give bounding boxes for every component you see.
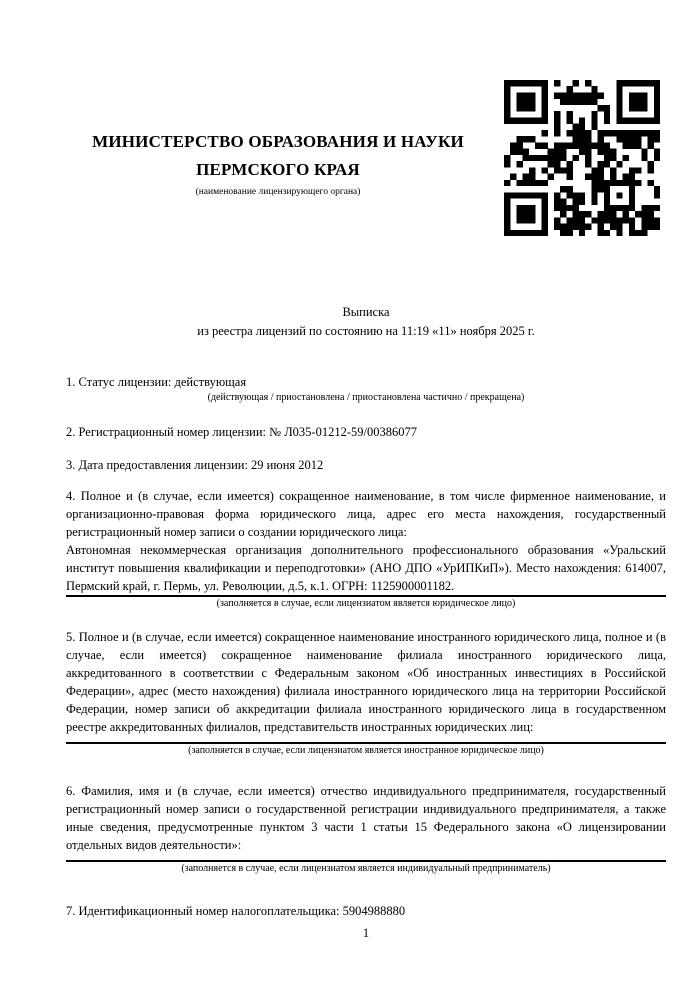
qr-code-icon bbox=[504, 80, 660, 236]
document-title bbox=[66, 303, 666, 341]
item-2-registration-number: 2. Регистрационный номер лицензии: № Л035-01212-59/00386077 bbox=[66, 425, 417, 439]
item-5-caption: (заполняется в случае, если лицензиатом является иностранное юридическое лицо) bbox=[188, 745, 544, 756]
document-header bbox=[0, 0, 700, 245]
ministry-name bbox=[66, 128, 490, 184]
page-number: 1 bbox=[362, 926, 370, 940]
ministry-name-line2: ПЕРМСКОГО КРАЯ bbox=[196, 160, 360, 179]
item-4-legal-entity bbox=[66, 487, 666, 595]
document-body bbox=[66, 303, 666, 920]
item-4-value: Автономная некоммерческая организация дополнительного профессионального образования «Уральский институт повышения квалификации и переподготовки» (АНО ДПО «УрИПКиП»). Место нахождения: 614007, Пермский край, г. Пермь, ул. Революции, д.5, к.1. ОГРН: 1125900001182. bbox=[66, 543, 666, 593]
document-title-line1: Выписка bbox=[342, 305, 390, 319]
item-3-grant-date: 3. Дата предоставления лицензии: 29 июня 2012 bbox=[66, 458, 324, 472]
item-6-caption: (заполняется в случае, если лицензиатом является индивидуальный предприниматель) bbox=[181, 863, 551, 874]
item-7-taxpayer-number: 7. Идентификационный номер налогоплательщика: 5904988880 bbox=[66, 904, 406, 918]
item-5-foreign-entity: 5. Полное и (в случае, если имеется) сокращенное наименование иностранного юридического лица, полное и (в случае, если имеется) сокращенное наименование филиала иностранного юридического лица, аккредитованного в соответствии с Федеральным законом «Об иностранных инвестициях в Российской Федерации», адрес (место нахождения) филиала иностранного юридического лица на территории Российской Федерации, номер записи об аккредитации филиала иностранного юридического лица в государственном реестре аккредитованных филиалов, представительств иностранных юридических лиц: bbox=[66, 630, 666, 734]
item-6-individual-entrepreneur: 6. Фамилия, имя и (в случае, если имеется) отчество индивидуального предпринимателя, государственный регистрационный номер записи о государственной регистрации индивидуального предпринимателя, а также иные сведения, предусмотренные пунктом 3 части 1 статьи 15 Федерального закона «О лицензировании отдельных видов деятельности»: bbox=[66, 784, 666, 852]
item-4-label: 4. Полное и (в случае, если имеется) сокращенное наименование, в том числе фирменное наименование, и организационно-правовая форма юридического лица, адрес его места нахождения, государственный регистрационный номер записи о создании юридического лица: bbox=[66, 489, 666, 539]
item-1-caption: (действующая / приостановлена / приостановлена частично / прекращена) bbox=[207, 392, 525, 403]
item-1-license-status: 1. Статус лицензии: действующая bbox=[66, 375, 247, 389]
document-title-line2: из реестра лицензий по состоянию на 11:19 «11» ноября 2025 г. bbox=[197, 324, 535, 338]
ministry-name-line1: МИНИСТЕРСТВО ОБРАЗОВАНИЯ И НАУКИ bbox=[92, 132, 464, 151]
licensing-authority-block bbox=[66, 128, 490, 197]
ministry-caption: (наименование лицензирующего органа) bbox=[195, 187, 361, 197]
item-4-caption: (заполняется в случае, если лицензиатом является юридическое лицо) bbox=[216, 598, 516, 609]
